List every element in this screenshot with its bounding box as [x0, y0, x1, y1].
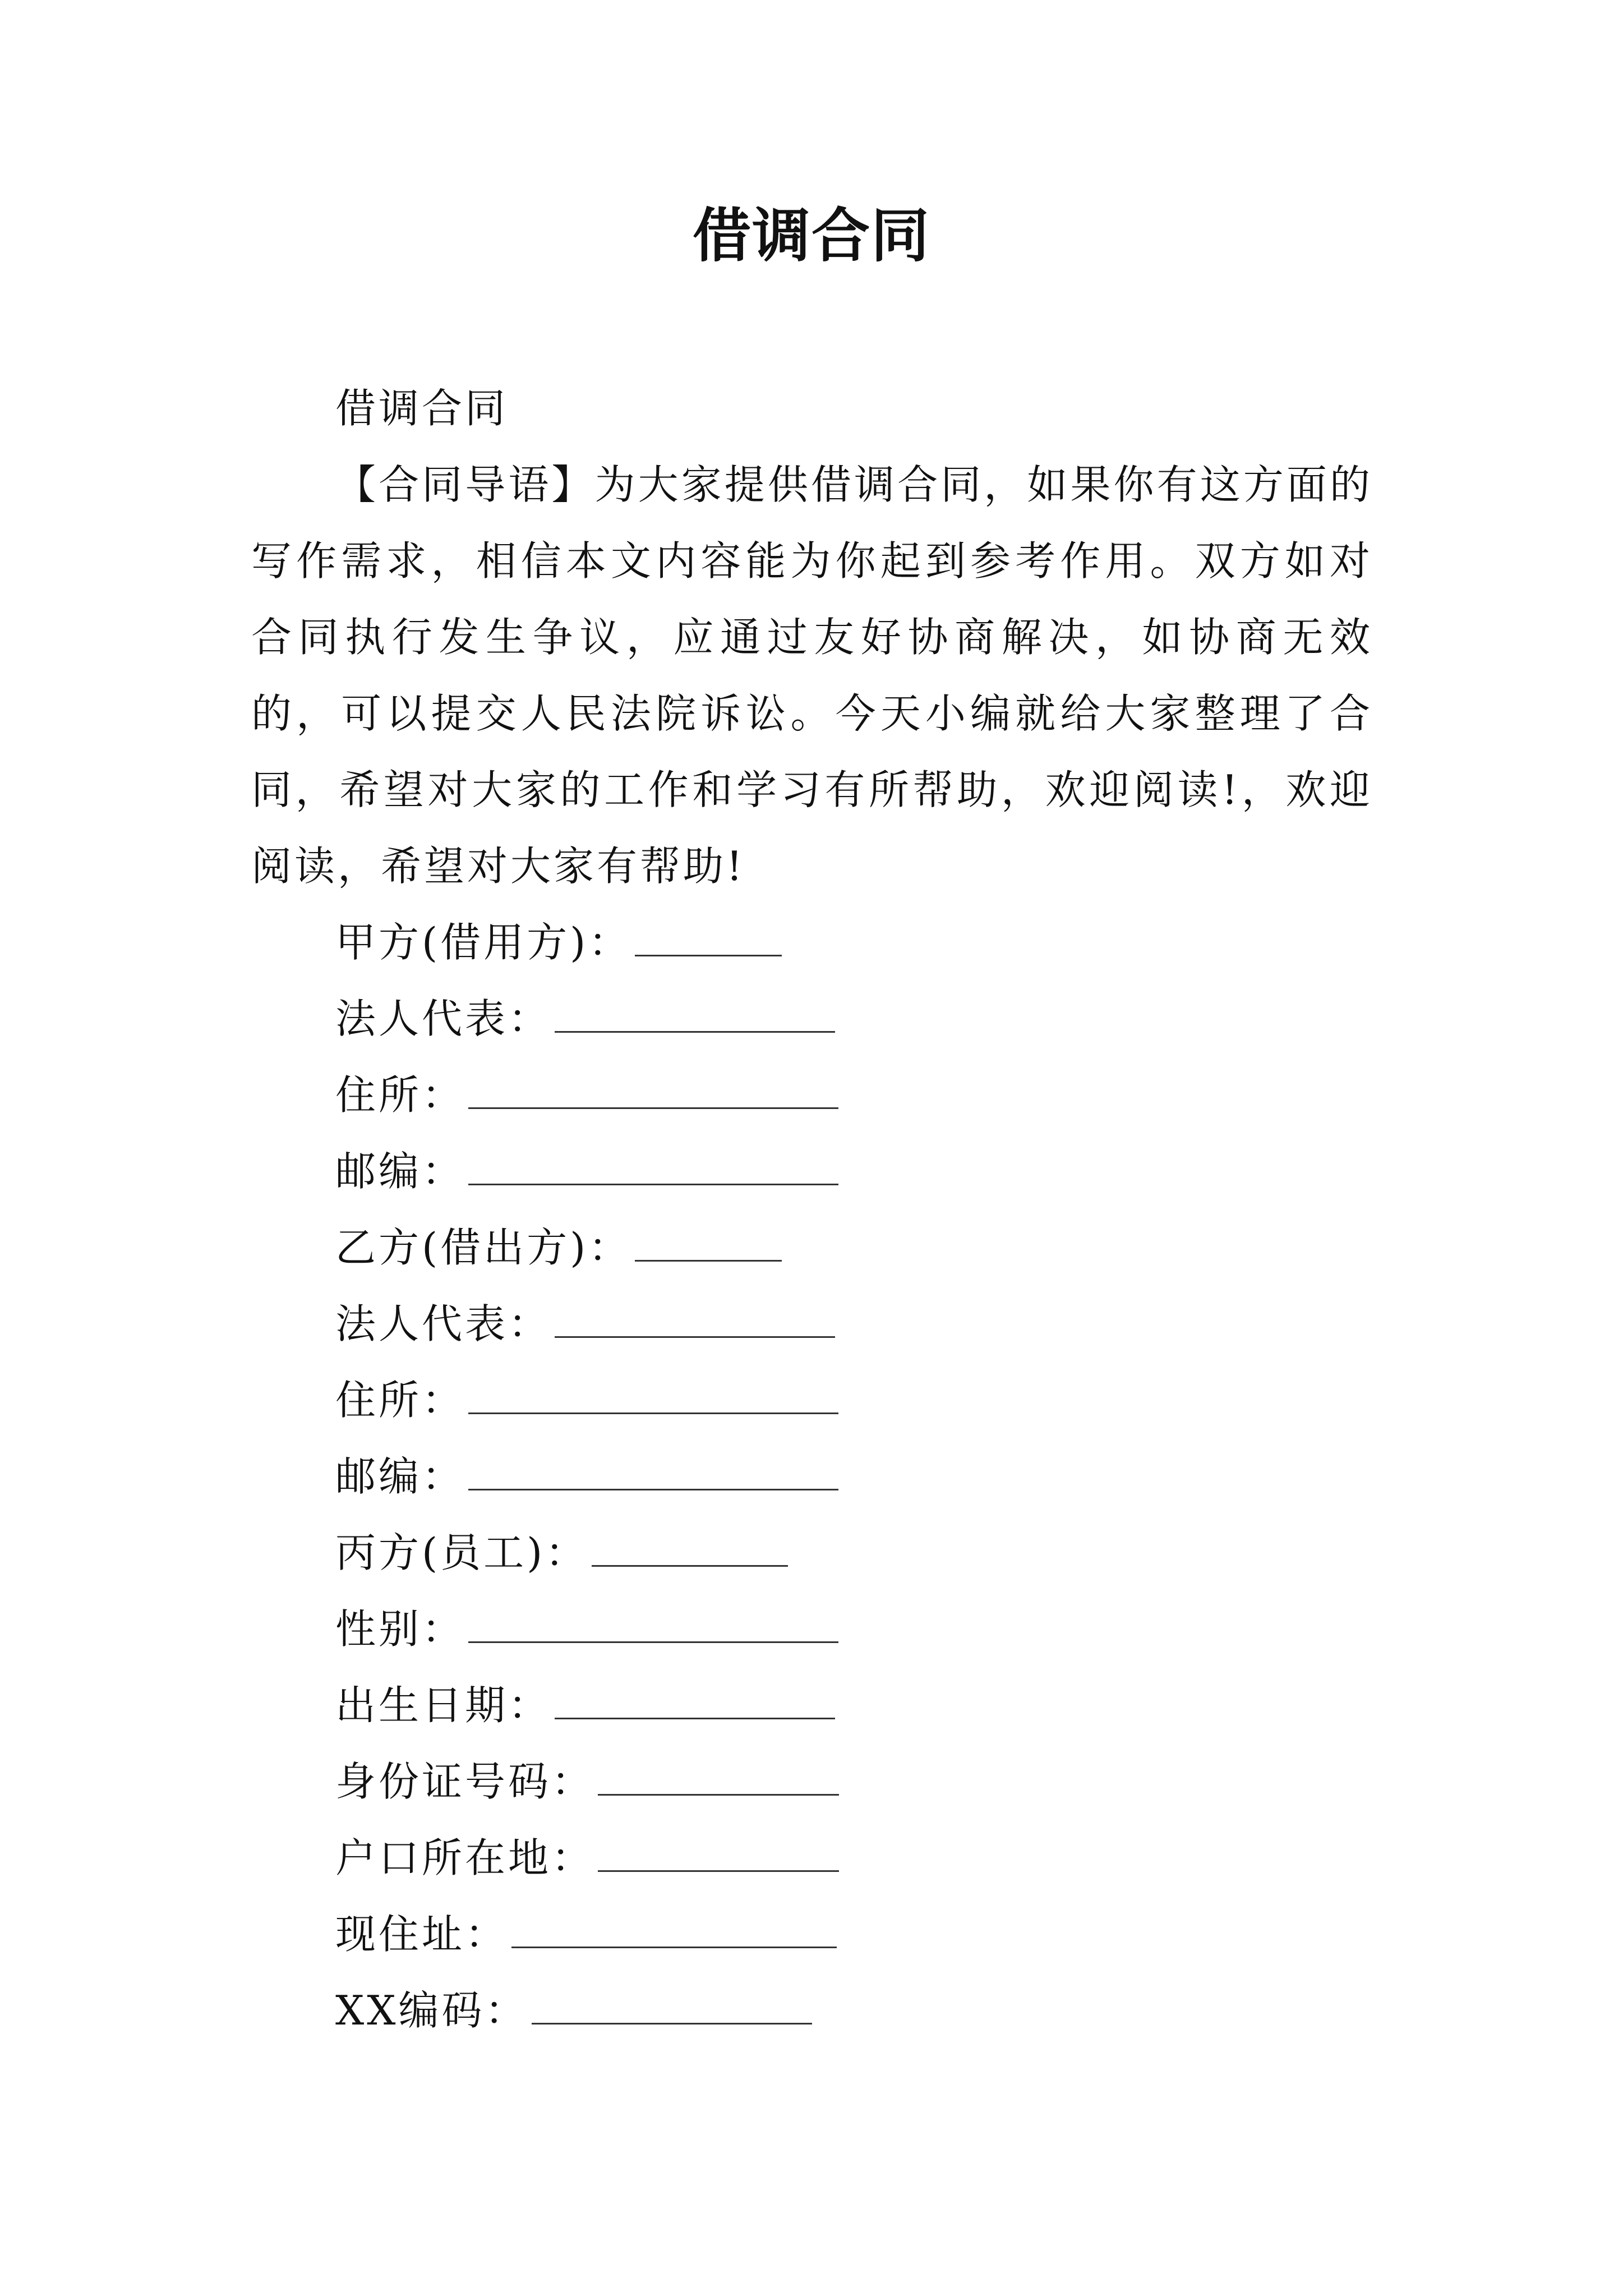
blank-line [511, 1913, 837, 1948]
blank-line [468, 1379, 838, 1414]
field-party-b-address [335, 1362, 1373, 1438]
blank-line [598, 1760, 839, 1796]
blank-line [592, 1531, 788, 1567]
field-label: 邮编： [335, 1453, 465, 1500]
field-household-registration [335, 1820, 1373, 1896]
field-label: 法人代表： [335, 1300, 552, 1347]
blank-line [468, 1074, 838, 1109]
blank-line [468, 1608, 838, 1643]
field-party-b-representative [335, 1286, 1373, 1362]
blank-line [598, 1837, 839, 1872]
blank-line [635, 1226, 782, 1262]
blank-line [555, 997, 835, 1033]
blank-line [468, 1455, 838, 1490]
field-party-c [335, 1515, 1373, 1591]
field-party-b-postcode [335, 1438, 1373, 1515]
field-label: 住所： [335, 1071, 465, 1119]
field-current-address [335, 1896, 1373, 1972]
blank-line [532, 1989, 812, 2024]
document-body [251, 370, 1373, 2049]
field-label: 乙方(借出方)： [335, 1224, 632, 1271]
field-label: 出生日期： [335, 1682, 552, 1729]
field-label: 户口所在地： [335, 1834, 595, 1881]
blank-line [555, 1684, 835, 1719]
field-label: 住所： [335, 1377, 465, 1424]
field-label: 法人代表： [335, 995, 552, 1042]
document-title: 借调合同 [692, 201, 930, 270]
field-gender [335, 1591, 1373, 1667]
field-label: 甲方(借用方)： [335, 919, 632, 966]
field-party-a-address [335, 1057, 1373, 1133]
field-party-a [335, 904, 1373, 981]
field-xx-code [335, 1972, 1373, 2049]
field-label: 性别： [335, 1605, 465, 1653]
field-label: 丙方(员工)： [335, 1529, 589, 1576]
field-id-number [335, 1743, 1373, 1820]
field-party-b [335, 1209, 1373, 1286]
blank-line [635, 921, 782, 956]
field-label: 邮编： [335, 1148, 465, 1195]
blank-line [468, 1150, 838, 1185]
intro-paragraph: 【合同导语】为大家提供借调合同，如果你有这方面的写作需求，相信本文内容能为你起到参考作用。双方如对合同执行发生争议，应通过友好协商解决，如协商无效的，可以提交人民法院诉讼。今天小编就给大家整理了合同，希望对大家的工作和学习有所帮助，欢迎阅读!，欢迎阅读，希望对大家有帮助! [251, 461, 1373, 890]
blank-line [555, 1303, 835, 1338]
field-label: XX编码： [335, 1987, 528, 2034]
field-label: 现住址： [335, 1911, 509, 1958]
field-party-a-postcode [335, 1133, 1373, 1209]
field-birth-date [335, 1667, 1373, 1743]
field-party-a-representative [335, 981, 1373, 1057]
field-label: 身份证号码： [335, 1758, 595, 1805]
document-subtitle: 借调合同 [335, 385, 509, 432]
